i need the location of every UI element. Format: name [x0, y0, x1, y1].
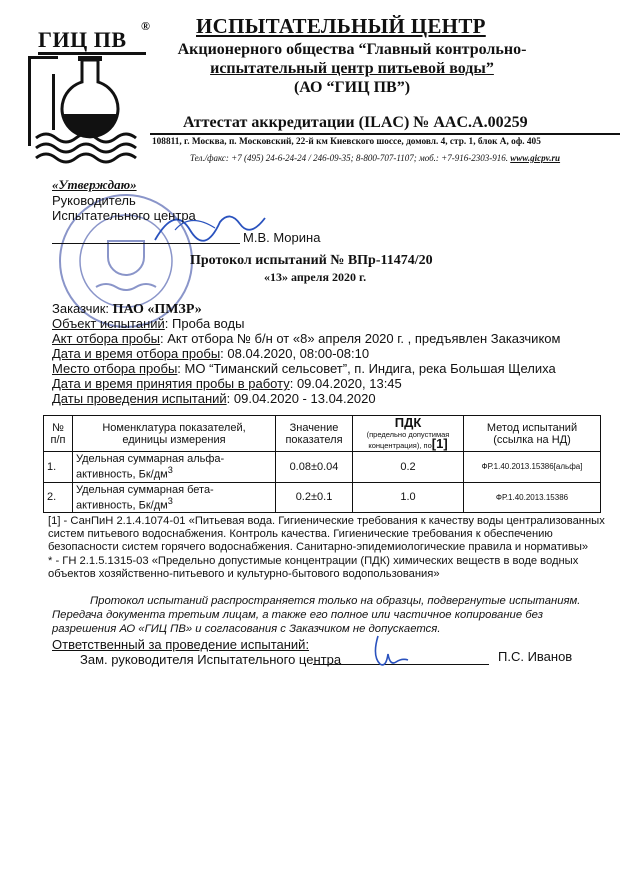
test-dates-value: : 09.04.2020 - 13.04.2020 — [226, 391, 376, 406]
row-name-text: Удельная суммарная бета-активность, Бк/дм — [76, 483, 214, 512]
sampling-act-label: Акт отбора пробы — [52, 331, 161, 346]
footnote-1: [1] - СанПиН 2.1.4.1074-01 «Питьевая вода. Гигиенические требования к качеству воды централизованных систем питьевого водоснабжения. Контроль качества. Гигиенические требования к обеспечению безопасности систем горячего водоснабжения. Санитарно-эпидемиологические правила и нормативы» — [48, 515, 605, 554]
row-num: 2. — [44, 482, 73, 513]
accreditation-line: Аттестат аккредитации (ILAC) № AAC.A.00259 — [183, 114, 528, 131]
row-pdk: 0.2 — [353, 452, 464, 483]
object-value: : Проба воды — [164, 316, 245, 331]
signature-line — [52, 243, 240, 244]
customer-label: Заказчик: — [52, 301, 110, 316]
row-value: 0.2±0.1 — [276, 482, 353, 513]
sampling-place-label: Место отбора пробы — [52, 361, 178, 376]
row-pdk: 1.0 — [353, 482, 464, 513]
org-line-1: Акционерного общества “Главный контрольно- — [177, 41, 527, 58]
approval-signatory: М.В. Морина — [243, 230, 321, 245]
header-value-line2: показателя — [285, 433, 343, 446]
results-table — [43, 415, 601, 513]
org-line-3: (АО “ГИЦ ПВ”) — [293, 79, 411, 96]
header-pdk — [353, 416, 464, 452]
header-pdk-note1: (предельно допустимая — [366, 430, 450, 439]
object-label: Объект испытаний — [52, 316, 165, 331]
header-divider — [150, 133, 620, 135]
row-name — [73, 482, 276, 513]
table-header-row — [44, 416, 601, 452]
table-row — [44, 452, 601, 483]
header-value — [276, 416, 353, 452]
sampling-act-field — [52, 331, 560, 346]
header-method-line2: (ссылка на НД) — [493, 433, 571, 446]
acceptance-field — [52, 376, 402, 391]
acceptance-label: Дата и время принятия пробы в работу — [52, 376, 290, 391]
approval-position-1: Руководитель — [52, 193, 136, 208]
header-pdk-note2: концентрация), по — [368, 441, 432, 450]
registered-mark: ® — [141, 19, 150, 33]
disclaimer — [52, 594, 604, 636]
row-name-text: Удельная суммарная альфа-активность, Бк/дм — [76, 453, 225, 481]
header-pdk-ref: [1] — [431, 436, 448, 451]
header-method-line1: Метод испытаний — [486, 421, 578, 434]
customer-value: ПАО «ПМЗР» — [112, 302, 202, 317]
sampling-datetime-label: Дата и время отбора пробы — [52, 346, 221, 361]
row-method: ФР.1.40.2013.15386[альфа] — [464, 452, 601, 483]
website-link[interactable]: www.gicpv.ru — [510, 153, 561, 163]
org-line-2: испытательный центр питьевой воды” — [210, 60, 494, 77]
sampling-place-value: : МО “Тиманский сельсовет”, п. Индига, река Большая Щелиха — [177, 361, 556, 376]
header-num: № п/п — [44, 416, 73, 452]
header-pdk-note2-wrap — [356, 436, 460, 451]
protocol-date: «13» апреля 2020 г. — [264, 270, 367, 284]
row-unit-sup: 3 — [167, 495, 173, 506]
row-value: 0.08±0.04 — [276, 452, 353, 483]
test-dates-field — [52, 391, 376, 406]
organization-name — [152, 40, 552, 97]
footnotes — [48, 515, 608, 581]
row-num: 1. — [44, 452, 73, 483]
sampling-datetime-field — [52, 346, 369, 361]
header-name-line1: Номенклатура показателей, — [102, 421, 246, 434]
responsible-heading: Ответственный за проведение испытаний: — [52, 637, 310, 652]
sampling-datetime-value: : 08.04.2020, 08:00-08:10 — [220, 346, 370, 361]
acceptance-value: : 09.04.2020, 13:45 — [289, 376, 402, 391]
row-unit-sup: 3 — [167, 465, 173, 475]
phones: Тел./факс: +7 (495) 24-6-24-24 / 246-09-35; 8-800-707-1107; моб.: +7-916-2303-916. — [190, 153, 508, 163]
row-name — [73, 452, 276, 483]
disclaimer-text: Протокол испытаний распространяется только на образцы, подвергнутые испытаниям. Передача документа третьим лицам, а также его полное или частичное копирование без разрешения АО «ГИЦ ПВ» и согласования с Заказчиком не допускается. — [52, 595, 581, 635]
test-dates-label: Даты проведения испытаний — [52, 391, 227, 406]
header-name-line2: единицы измерения — [122, 433, 226, 446]
footnote-2: * - ГН 2.1.5.1315-03 «Предельно допустимые концентрации (ПДК) химических веществ в воде водных объектов хозяйственно-питьевого и культурно-бытового водопользования» — [48, 554, 579, 580]
center-title: ИСПЫТАТЕЛЬНЫЙ ЦЕНТР — [196, 14, 486, 38]
logo-text: ГИЦ ПВ — [38, 28, 146, 55]
responsible-position: Зам. руководителя Испытательного центра — [80, 652, 342, 667]
header-method — [464, 416, 601, 452]
protocol-title: Протокол испытаний № ВПр-11474/20 — [190, 253, 433, 268]
contacts-line — [190, 153, 560, 163]
row-method: ФР.1.40.2013.15386 — [464, 482, 601, 513]
sampling-act-value: : Акт отбора № б/н от «8» апреля 2020 г. , предъявлен Заказчиком — [160, 331, 561, 346]
approval-heading: «Утверждаю» — [52, 177, 137, 192]
responsible-name: П.С. Иванов — [498, 649, 573, 664]
sampling-place-field — [52, 361, 556, 376]
header-value-line1: Значение — [289, 421, 339, 434]
table-row — [44, 482, 601, 513]
header-name — [73, 416, 276, 452]
address-line: 108811, г. Москва, п. Московский, 22-й км Киевского шоссе, домовл. 4, стр. 1, блок А, оф. 405 — [152, 137, 541, 147]
header-pdk-title: ПДК — [394, 415, 422, 430]
object-field — [52, 316, 244, 331]
responsible-signature — [360, 632, 420, 668]
approval-position-2: Испытательного центра — [52, 208, 196, 223]
